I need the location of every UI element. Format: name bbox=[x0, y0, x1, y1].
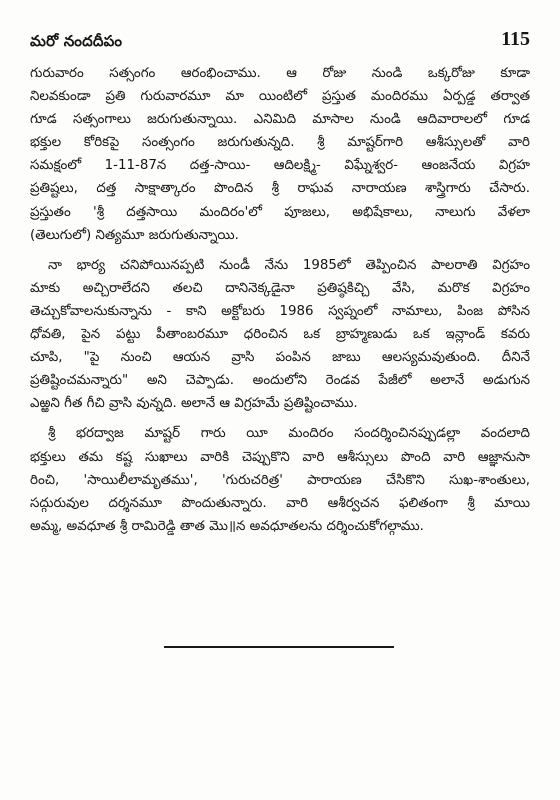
text-line: చూపి, "పై నుంచి ఆయన వ్రాసి పంపిన జాబు ఆలస్యమవుతుంది. దీనినే bbox=[30, 350, 530, 366]
text-line: అమ్మ, అవధూత శ్రీ రామిరెడ్డి తాత మొ॥న అవధూతలను దర్శించుకోగల్గాము. bbox=[30, 518, 424, 534]
text-line: ప్రతిష్టలు, దత్త సాక్షాత్కారం పొందిన శ్రీ రాఘవ నారాయణ శాస్త్రిగారు చేసారు. bbox=[30, 181, 530, 197]
text-line: సమక్షంలో 1-11-87న దత్త-సాయి- ఆదిలక్ష్మి- విఘ్నేశ్వర- ఆంజనేయ విగ్రహ bbox=[30, 158, 530, 174]
text-line: నా భార్య చనిపోయినప్పటి నుండీ నేను 1985లో తెప్పించిన పాలరాతి విగ్రహం bbox=[48, 257, 530, 273]
text-line: మాకు అచ్చిరాలేదని తలచి దానినెక్కడైనా ప్రతిష్ఠకిచ్చి వేసి, మరొక విగ్రహం bbox=[30, 280, 530, 296]
body-text bbox=[30, 62, 530, 538]
text-line: శ్రీ భరద్వాజ మాష్టర్ గారు యీ మందిరం సందర్శించినప్పుడల్లా వందలాది bbox=[48, 426, 530, 442]
text-line: ఎఱ్ఱని గీత గీచి వ్రాసి వున్నది. అలానే ఆ విగ్రహమే ప్రతిష్టించాము. bbox=[30, 396, 358, 412]
text-line: సద్గురువుల దర్శనమూ పొందుతున్నారు. వారి ఆశీర్వచన ఫలితంగా శ్రీ మాయి bbox=[30, 495, 530, 511]
text-line: గురువారం సత్సంగం ఆరంభించాము. ఆ రోజు నుండి ఒక్కరోజు కూడా bbox=[30, 66, 530, 81]
text-line: (తెలుగులో) నిత్యమూ జరుగుతున్నాయి. bbox=[30, 227, 239, 243]
page-number: 115 bbox=[501, 28, 530, 50]
text-line: తెచ్చుకోవాలనుకున్నాను - కాని అక్టోబరు 1986 స్వప్నంలో నామాలు, పింజ పోసిన bbox=[30, 303, 530, 319]
section-end-rule bbox=[164, 646, 394, 648]
text-line: ప్రస్తుతం 'శ్రీ దత్తసాయి మందిరం'లో పూజలు, అభిషేకాలు, నాలుగు వేళలా bbox=[30, 204, 530, 220]
text-line: ధోవతి, పైన పట్టు పీతాంబరమూ ధరించిన ఒక బ్రాహ్మణుడు ఒక ఇన్లాండ్ కవరు bbox=[30, 327, 530, 343]
running-header bbox=[30, 26, 530, 56]
text-line: గూడ సత్సంగాలు జరుగుతున్నాయి. ఎనిమిది మాసాల నుండి ఆదివారాలలో గూడ bbox=[30, 112, 530, 128]
paragraph-3 bbox=[30, 422, 530, 537]
text-line: ప్రతిష్టించమన్నారు" అని చెప్పాడు. అందులోని రెండవ పేజీలో అలానే అడుగున bbox=[30, 373, 530, 389]
text-line: భక్తులు తమ కష్ట సుఖాలు వారికి చెప్పుకొని వారి ఆశీస్సులు పొంది వారి ఆజ్ఞానుసా bbox=[30, 449, 530, 465]
text-line: భక్తుల కోరికపై సంత్సంగం జరుగుతున్నది. శ్రీ మాష్టర్‌గారి ఆశీస్సులతో వారి bbox=[30, 135, 530, 151]
book-title: మరో నందదీపం bbox=[30, 32, 123, 50]
text-line: రించి, 'సాయిలీలామృతము', 'గురుచరిత్ర' పారాయణ చేసికొని సుఖ-శాంతులు, bbox=[30, 472, 530, 488]
text-line: నిలవకుండా ప్రతి గురువారమూ మా యింటిలో ప్రస్తుత మందిరము ఏర్పడ్డ తర్వాత bbox=[30, 89, 530, 105]
paragraph-2 bbox=[30, 254, 530, 416]
paragraph-1 bbox=[30, 62, 530, 247]
